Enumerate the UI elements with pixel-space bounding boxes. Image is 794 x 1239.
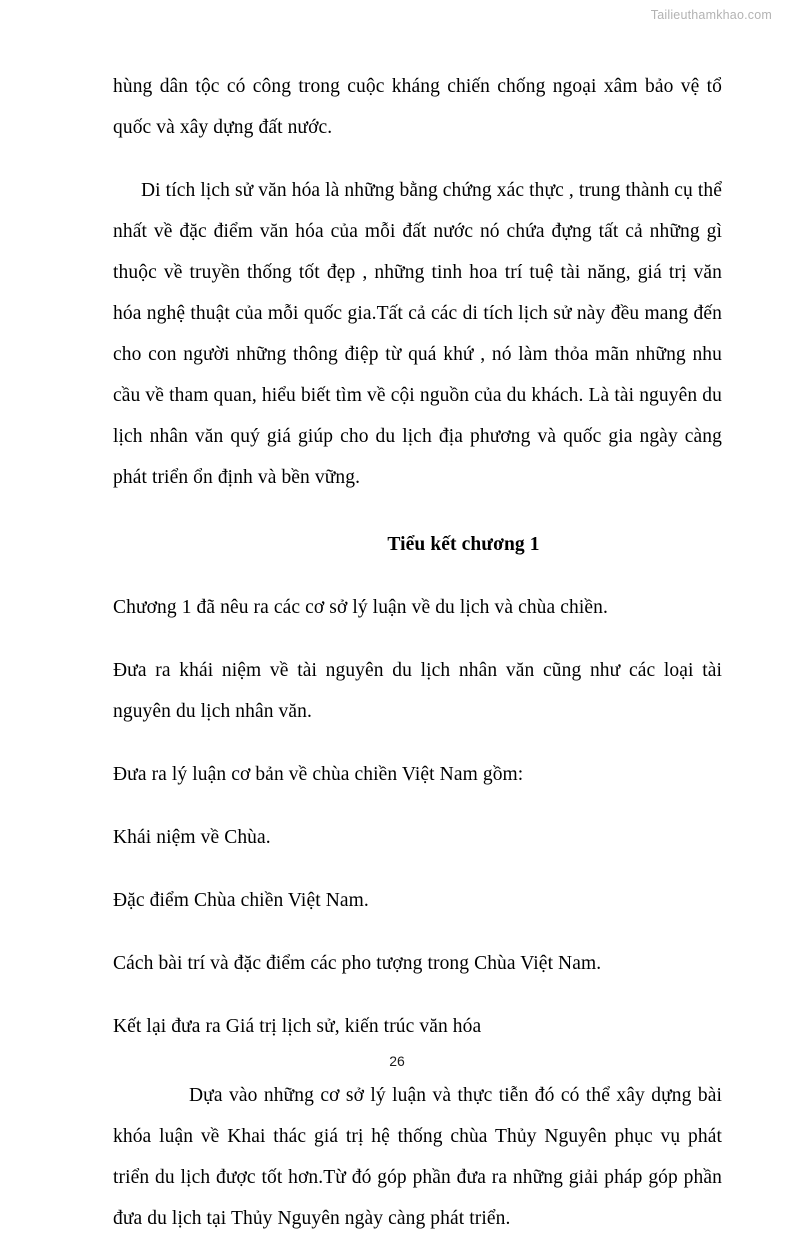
paragraph-heritage: Di tích lịch sử văn hóa là những bằng chứng xác thực , trung thành cụ thể nhất về đặc điểm văn hóa của mỗi đất nước nó chứa đựng tất cả những gì thuộc về truyền thống tốt đẹp , những tinh hoa trí tuệ tài năng, giá trị văn hóa nghệ thuật của mỗi quốc gia.Tất cả các di tích lịch sử này đều mang đến cho con người những thông điệp từ quá khứ , nó làm thỏa mãn những nhu cầu về tham quan, hiểu biết tìm về cội nguồn của du khách. Là tài nguyên du lịch nhân văn quý giá giúp cho du lịch địa phương và quốc gia ngày càng phát triển ổn định và bền vững. bbox=[113, 180, 722, 488]
summary-line-4: Khái niệm về Chùa. bbox=[113, 827, 271, 848]
summary-line-5: Đặc điểm Chùa chiền Việt Nam. bbox=[113, 890, 369, 911]
watermark-label: Tailieuthamkhao.com bbox=[650, 8, 772, 22]
summary-line-1: Chương 1 đã nêu ra các cơ sở lý luận về du lịch và chùa chiền. bbox=[113, 597, 608, 618]
paragraph-conclusion: Dựa vào những cơ sở lý luận và thực tiễn đó có thể xây dựng bài khóa luận về Khai thác giá trị hệ thống chùa Thủy Nguyên phục vụ phát triển du lịch được tốt hơn.Từ đó góp phần đưa ra những giải pháp góp phần đưa du lịch tại Thủy Nguyên ngày càng phát triển. bbox=[113, 1085, 722, 1229]
summary-line-3: Đưa ra lý luận cơ bản về chùa chiền Việt Nam gồm: bbox=[113, 764, 524, 785]
page-number: 26 bbox=[389, 1053, 405, 1069]
summary-line-7: Kết lại đưa ra Giá trị lịch sử, kiến trúc văn hóa bbox=[113, 1016, 482, 1037]
section-heading: Tiểu kết chương 1 bbox=[387, 534, 540, 555]
paragraph-continued: hùng dân tộc có công trong cuộc kháng chiến chống ngoại xâm bảo vệ tổ quốc và xây dựng đất nước. bbox=[113, 76, 722, 138]
summary-line-2: Đưa ra khái niệm về tài nguyên du lịch nhân văn cũng như các loại tài nguyên du lịch nhân văn. bbox=[113, 660, 722, 722]
summary-line-6: Cách bài trí và đặc điểm các pho tượng trong Chùa Việt Nam. bbox=[113, 953, 602, 974]
